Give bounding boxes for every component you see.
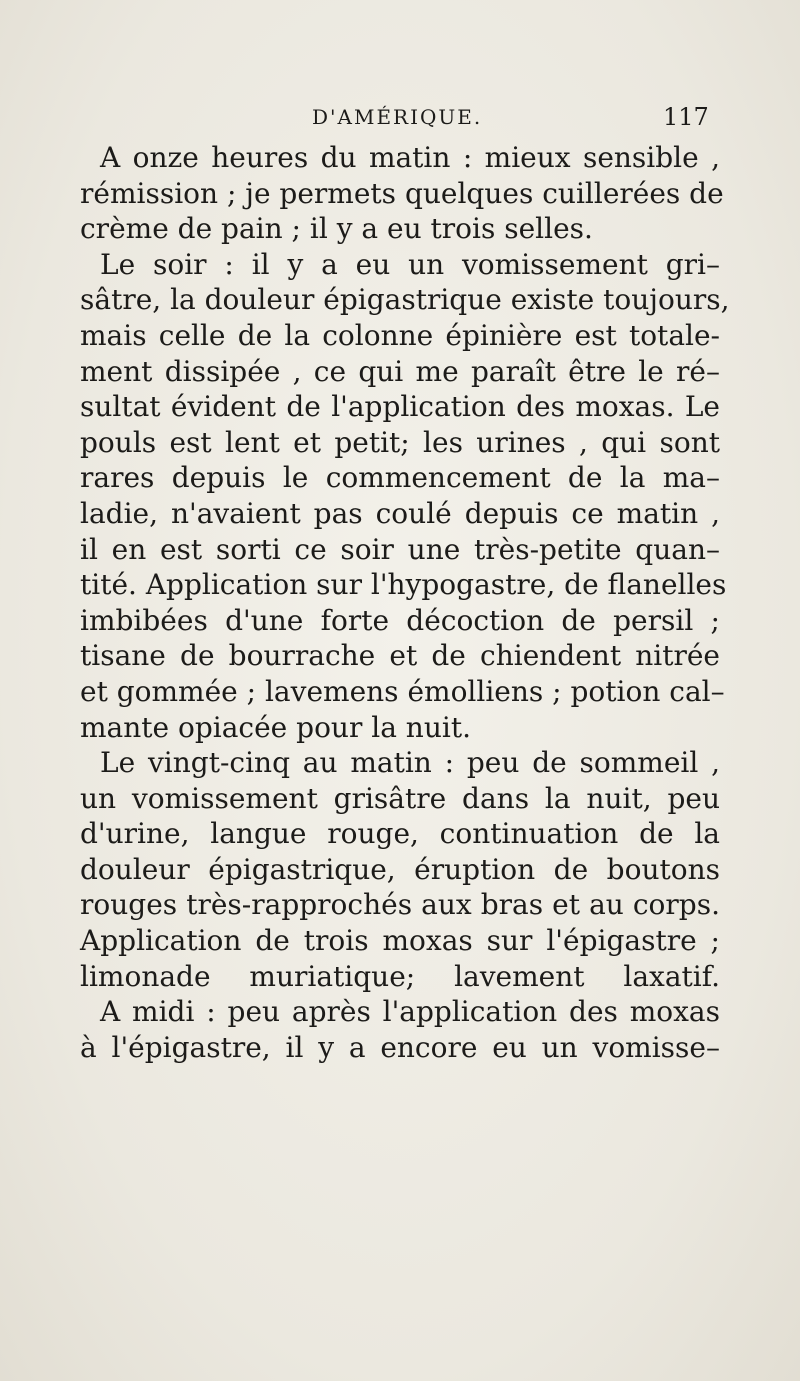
text-line: rares depuis le commencement de la ma– — [80, 461, 720, 495]
text-line: imbibées d'une forte décoction de persil ; — [80, 603, 720, 637]
text-line: tité. Application sur l'hypogastre, de flanelles — [80, 568, 727, 602]
running-title: D'AMÉRIQUE. — [312, 105, 483, 129]
text-line: Application de trois moxas sur l'épigastre ; — [80, 924, 720, 958]
text-line: sâtre, la douleur épigastrique existe toujours, — [80, 283, 730, 317]
text-line: rouges très-rapprochés aux bras et au corps. — [80, 888, 720, 922]
text-line: sultat évident de l'application des moxas. Le — [80, 390, 720, 424]
text-line: limonade muriatique; lavement laxatif. — [80, 959, 720, 993]
text-line: pouls est lent et petit; les urines , qui sont — [80, 425, 720, 459]
text-line: Le vingt-cinq au matin : peu de sommeil , — [100, 746, 720, 780]
text-line: mante opiacée pour la nuit. — [80, 710, 471, 744]
text-line: il en est sorti ce soir une très-petite quan– — [80, 532, 720, 566]
body-text — [80, 140, 730, 1065]
text-line: crème de pain ; il y a eu trois selles. — [80, 212, 593, 246]
text-line: d'urine, langue rouge, continuation de la — [80, 817, 720, 851]
text-line: A midi : peu après l'application des moxas — [100, 995, 720, 1029]
text-line: rémission ; je permets quelques cuillerées de — [80, 176, 724, 210]
text-line: ladie, n'avaient pas coulé depuis ce matin , — [80, 496, 720, 530]
text-line: à l'épigastre, il y a encore eu un vomisse– — [80, 1030, 720, 1064]
page-number: 117 — [663, 103, 709, 131]
text-line: tisane de bourrache et de chiendent nitrée — [80, 639, 720, 673]
text-line: Le soir : il y a eu un vomissement gri– — [100, 247, 720, 281]
text-line: un vomissement grisâtre dans la nuit, peu — [80, 781, 720, 815]
text-line: et gommée ; lavemens émolliens ; potion cal– — [80, 674, 725, 708]
text-line: mais celle de la colonne épinière est totale- — [80, 318, 720, 352]
text-line: douleur épigastrique, éruption de boutons — [80, 852, 720, 886]
text-line: ment dissipée , ce qui me paraît être le ré– — [80, 354, 720, 388]
running-head — [0, 105, 800, 135]
text-line: A onze heures du matin : mieux sensible , — [100, 141, 720, 174]
